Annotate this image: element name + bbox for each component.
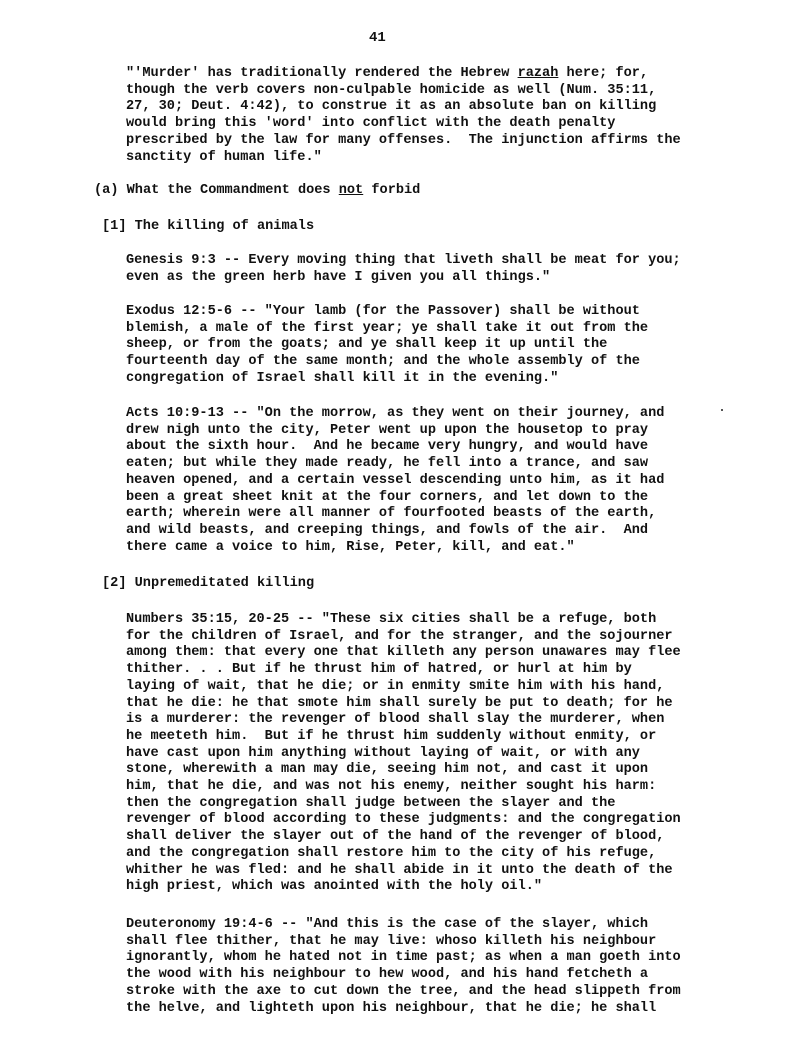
quote-intro-rest: though the verb covers non-culpable homicide as well (Num. 35:11, 27, 30; Deut. 4:42), to construe it as an absolute ban on killing would bring this 'word' into conflict with the death penalty prescribed by the law for many offenses. The injunction affirms the sanctity of human life." xyxy=(126,82,681,165)
numbers-quote: Numbers 35:15, 20-25 -- "These six cities shall be a refuge, both for the children of Israel, and for the stranger, and the sojourner among them: that every one that killeth any person unawares may flee thither. . . But if he thrust him of hatred, or hurl at him by laying of wait, that he die; or in enmity smite him with his hand, that he die: he that smote him shall surely be put to death; for he is a murderer: the revenger of blood shall slay the murderer, when he meeteth him. But if he thrust him suddenly without enmity, or have cast upon him anything without laying of wait, or with any stone, wherewith a man may die, seeing him not, and cast it upon him, that he die, and was not his enemy, neither sought his harm: then the congregation shall judge between the slayer and the revenger of blood according to these judgments: and the congregation shall deliver the slayer out of the hand of the revenger of blood, and the congregation shall restore him to the city of his refuge, whither he was fled: and he shall abide in it unto the death of the high priest, which was anointed with the holy oil." xyxy=(126,612,681,895)
section-a-suffix: forbid xyxy=(363,183,421,198)
section-a-not: not xyxy=(338,183,364,198)
acts-quote: Acts 10:9-13 -- "On the morrow, as they went on their journey, and drew nigh unto the city, Peter went up upon the housetop to pray about the sixth hour. And he became very hungry, and would have eaten; but while they made ready, he fell into a trance, and saw heaven opened, and a certain vessel descending unto him, as it had been a great sheet knit at the four corners, and let down to the earth; wherein were all manner of fourfooted beasts of the earth, and wild beasts, and creeping things, and fowls of the air. And there came a voice to him, Rise, Peter, kill, and eat." xyxy=(126,406,665,555)
subsection-2-heading: [2] Unpremeditated killing xyxy=(102,576,315,591)
subsection-1-heading: [1] The killing of animals xyxy=(102,219,315,234)
section-a-heading xyxy=(94,183,420,200)
section-a-prefix: (a) What the Commandment does xyxy=(94,183,339,198)
genesis-quote: Genesis 9:3 -- Every moving thing that liveth shall be meat for you; even as the green herb have I given you all things." xyxy=(126,253,681,285)
exodus-quote: Exodus 12:5-6 -- "Your lamb (for the Passover) shall be without blemish, a male of the first year; ye shall take it out from the sheep, or from the goats; and ye shall keep it up until the fourteenth day of the same month; and the whole assembly of the congregation of Israel shall kill it in the evening." xyxy=(126,304,649,386)
quote-intro-line1-end: here; for, xyxy=(558,66,649,81)
quote-intro-line1-start: "'Murder' has traditionally rendered the Hebrew xyxy=(126,66,518,81)
deuteronomy-quote: Deuteronomy 19:4-6 -- "And this is the case of the slayer, which shall flee thither, that he may live: whoso killeth his neighbour ignorantly, whom he hated not in time past; as when a man goeth into the wood with his neighbour to hew wood, and his hand fetcheth a stroke with the axe to cut down the tree, and the head slippeth from the helve, and lighteth upon his neighbour, that he die; he shall xyxy=(126,917,681,1016)
stray-mark xyxy=(721,409,723,411)
page-number: 41 xyxy=(369,30,386,46)
quote-intro-paragraph xyxy=(126,66,681,166)
term-razah: razah xyxy=(517,66,559,81)
